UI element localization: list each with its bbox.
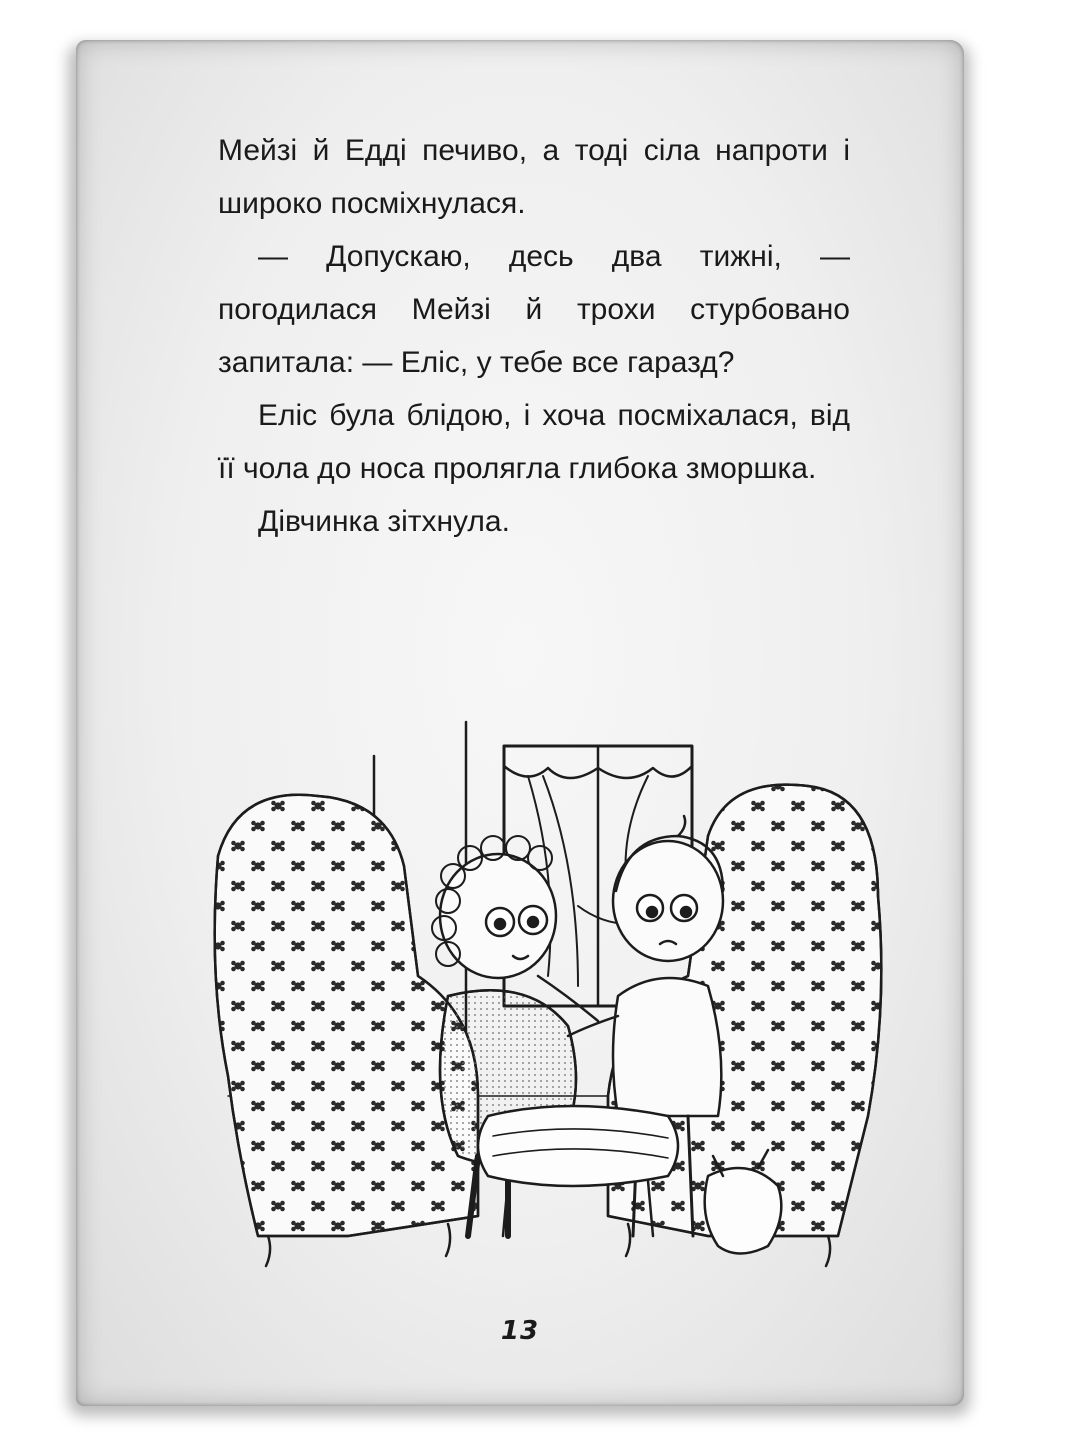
illustration-two-girls-in-armchairs [148,676,888,1276]
paragraph-3: Еліс була блідою, і хоча посміхалася, від її чола до носа пролягла глибока зморшка. [218,399,850,485]
left-armchair [215,795,478,1266]
paragraph-4: Дівчинка зітхнула. [258,505,510,538]
page-text [218,124,850,548]
page-number: 13 [500,1316,540,1346]
paragraph-2: — Допускаю, десь два тижні, — погодилася Мейзі й трохи стурбовано запитала: — Еліс, у тебе все гаразд? [218,240,850,379]
book-page [76,40,964,1406]
paragraph-1: Мейзі й Едді печиво, а тоді сіла напроти і широко посміхнулася. [218,134,850,220]
